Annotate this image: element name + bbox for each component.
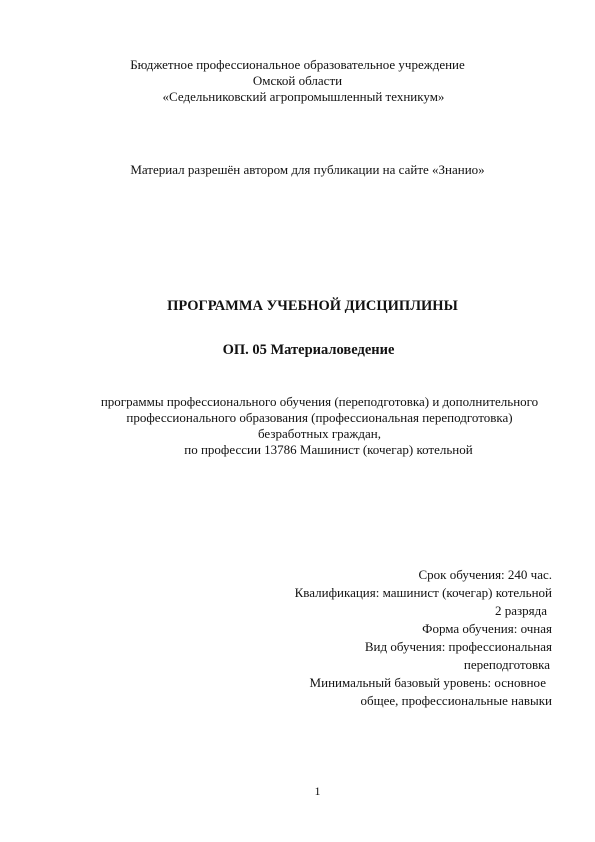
- duration-line: Срок обучения: 240 час.: [418, 567, 552, 582]
- program-description: [22, 394, 595, 458]
- page-number: 1: [314, 784, 321, 798]
- publication-permission: Материал разрешён автором для публикации на сайте «Знанио»: [130, 162, 485, 177]
- qualification-line-1: Квалификация: машинист (кочегар) котельной: [294, 585, 552, 600]
- study-type-line-2: переподготовка: [463, 657, 550, 672]
- program-description-line-4: по профессии 13786 Машинист (кочегар) котельной: [184, 442, 473, 457]
- institution-line-3: «Седельниковский агропромышленный техникум»: [162, 89, 445, 104]
- institution-header: [0, 57, 595, 105]
- study-type-line-1: Вид обучения: профессиональная: [364, 639, 552, 654]
- document-title: ПРОГРАММА УЧЕБНОЙ ДИСЦИПЛИНЫ: [167, 298, 458, 314]
- program-details: [250, 566, 552, 710]
- institution-line-1: Бюджетное профессиональное образовательное учреждение: [130, 57, 465, 72]
- program-description-line-2: профессионального образования (профессиональная переподготовка): [126, 410, 513, 425]
- base-level-line-1: Минимальный базовый уровень: основное: [309, 675, 546, 690]
- program-description-line-1: программы профессионального обучения (переподготовка) и дополнительного: [100, 394, 539, 409]
- program-description-line-3: безработных граждан,: [257, 426, 382, 441]
- institution-line-2: Омской области: [252, 73, 343, 88]
- study-form-line: Форма обучения: очная: [422, 621, 552, 636]
- discipline-title: ОП. 05 Материаловедение: [222, 342, 395, 358]
- base-level-line-2: общее, профессиональные навыки: [360, 693, 552, 708]
- qualification-line-2: 2 разряда: [494, 603, 547, 618]
